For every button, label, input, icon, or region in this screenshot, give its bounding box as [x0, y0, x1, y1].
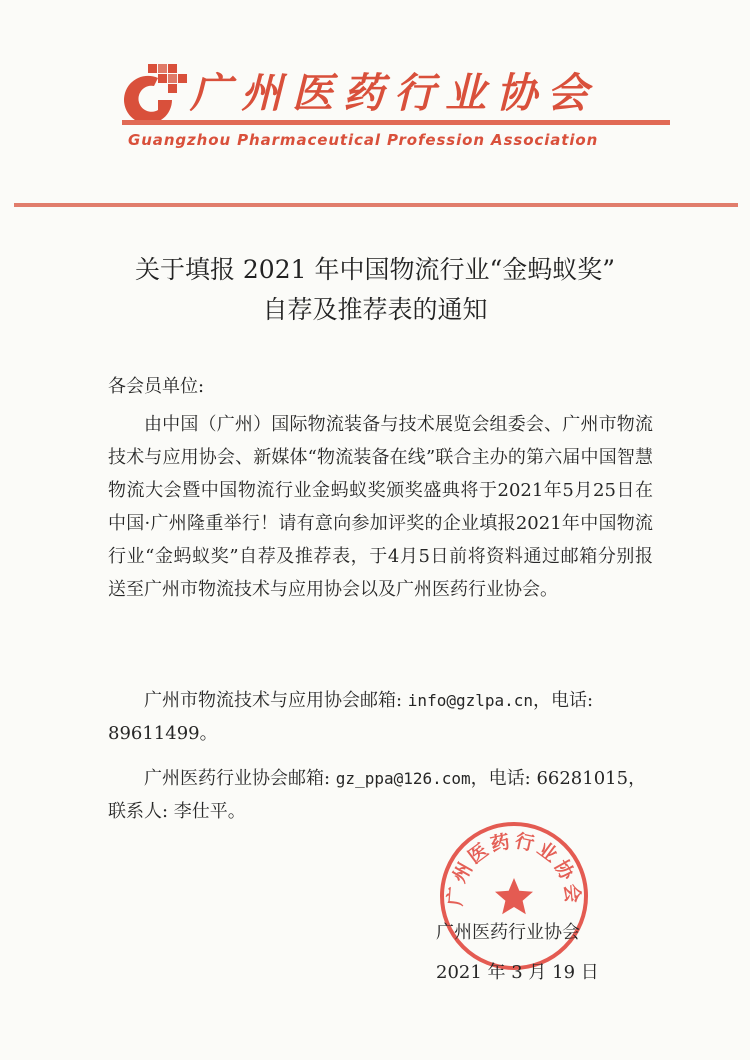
seal-text: 广州医药行业协会 [444, 829, 584, 907]
org-name-cn: 广州医药行业协会 [190, 69, 598, 117]
letterhead-rule-lower [14, 203, 738, 207]
contact1-email: info@gzlpa.cn [407, 691, 534, 710]
contact1-mid: ，电话: [533, 690, 594, 711]
signature-org: 广州医药行业协会 [436, 922, 580, 943]
contact2-suffix: ，联系人: 李仕平。 [108, 768, 647, 822]
contact2-email: gz_ppa@126.com [335, 769, 471, 788]
contact2-phone: 66281015 [536, 768, 629, 789]
contact-paragraph-logistics [108, 684, 653, 750]
document-title-line-1: 关于填报 2021 年中国物流行业“金蚂蚁奖” [134, 255, 616, 284]
contact1-prefix: 广州市物流技术与应用协会邮箱: [144, 690, 408, 711]
signature-date: 2021 年 3 月 19 日 [436, 962, 599, 983]
body-paragraph-1: 由中国（广州）国际物流装备与技术展览会组委会、广州市物流技术与应用协会、新媒体“物流装备在线”联合主办的第六届中国智慧物流大会暨中国物流行业金蚂蚁奖颁奖盛典将于2021年5月25日在中国·广州隆重举行！请有意向参加评奖的企业填报2021年中国物流行业“金蚂蚁奖”自荐及推荐表，于4月5日前将资料通过邮箱分别报送至广州市物流技术与应用协会以及广州医药行业协会。 [108, 414, 653, 600]
letterhead-rule-upper [122, 120, 670, 125]
document-title-line-2: 自荐及推荐表的通知 [262, 295, 488, 324]
contact2-prefix: 广州医药行业协会邮箱: [144, 768, 336, 789]
official-seal [436, 818, 592, 974]
salutation: 各会员单位: [108, 376, 205, 397]
pharma-association-logo-icon [118, 60, 188, 126]
contact2-mid: ，电话: [470, 768, 537, 789]
letterhead [0, 0, 750, 215]
org-name-en: Guangzhou Pharmaceutical Profession Association [128, 131, 599, 149]
seal-star-icon [495, 878, 533, 914]
contact1-phone: 89611499。 [108, 723, 218, 744]
